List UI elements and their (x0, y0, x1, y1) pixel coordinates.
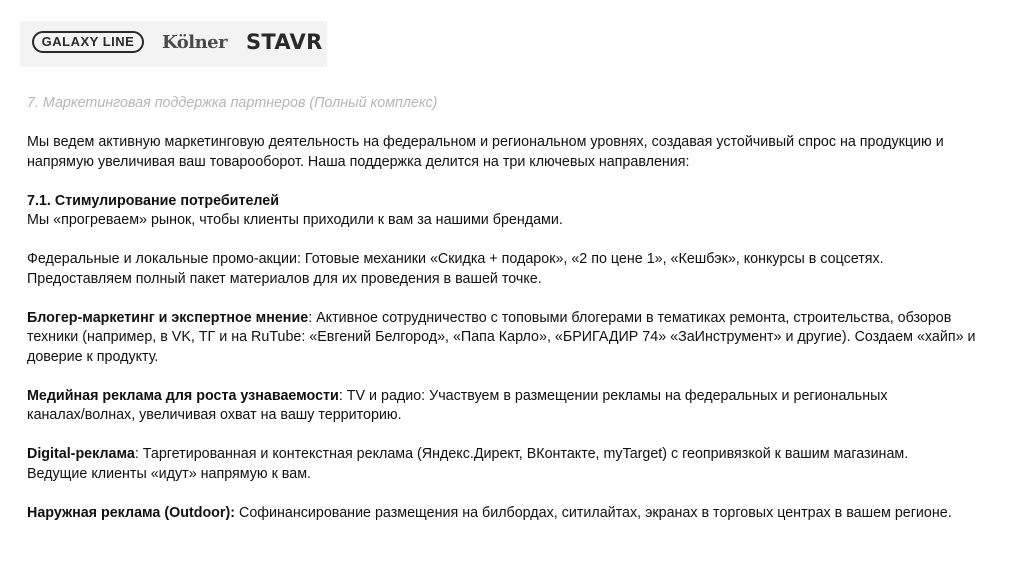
subsection-text: Мы «прогреваем» рынок, чтобы клиенты приходили к вам за нашими брендами. (27, 212, 563, 228)
spacer (27, 289, 987, 309)
subsection-title: 7.1. Стимулирование потребителей (27, 192, 280, 209)
spacer (27, 484, 987, 504)
outdoor-label: Наружная реклама (Outdoor): (27, 504, 236, 521)
digital-label: Digital-реклама (27, 446, 135, 462)
promo-line-1: Федеральные и локальные промо-акции: Готовые механики «Скидка + подарок», «2 по цене 1», «Кешбэк», конкурсы в соцсетях. (27, 251, 884, 267)
blogger-label: Блогер-маркетинг и экспертное мнение (27, 309, 309, 326)
spacer (27, 231, 987, 251)
spacer (27, 172, 987, 192)
blogger-text: : Активное сотрудничество с топовыми блогерами в тематиках ремонта, строительства, обзоров (308, 309, 952, 326)
blogger-paragraph (27, 309, 987, 329)
promo-line-2: Предоставляем полный пакет материалов для их проведения в вашей точке. (27, 270, 542, 287)
media-paragraph (27, 387, 987, 407)
digital-text: : Таргетированная и контекстная реклама (Яндекс.Директ, ВКонтакте, myTarget) с геопривязкой к вашим магазинам. (134, 446, 909, 462)
section-title: 7. Маркетинговая поддержка партнеров (Полный комплекс) (27, 95, 438, 111)
spacer (27, 114, 987, 134)
spacer (27, 367, 987, 387)
spacer (27, 426, 987, 446)
digital-paragraph (27, 445, 987, 465)
stavr-logo: STAVR (246, 30, 323, 54)
document-body (27, 94, 987, 523)
media-line-2: каналах/волнах, увеличивая охват на вашу территорию. (27, 407, 402, 423)
brand-logos-bar (20, 21, 327, 67)
outdoor-text: Софинансирование размещения на билбордах, ситилайтах, экранах в торговых центрах в вашем регионе. (235, 504, 952, 521)
blogger-line-3: доверие к продукту. (27, 348, 159, 365)
digital-line-2: Ведущие клиенты «идут» напрямую к вам. (27, 465, 311, 482)
intro-line-2: напрямую увеличивая ваш товарооборот. Наша поддержка делится на три ключевых направления: (27, 153, 690, 170)
media-label: Медийная реклама для роста узнаваемости (27, 387, 339, 404)
blogger-line-2: техники (например, в VK, ТГ и на RuTube: «Евгений Белгород», «Папа Карло», «БРИГАДИР 74» «ЗаИнструмент» и другие). Создаем «хайп» и (27, 329, 976, 345)
kolner-logo: Kölner (162, 32, 228, 53)
outdoor-paragraph (27, 504, 987, 524)
galaxy-line-logo: GALAXY LINE (32, 31, 144, 53)
intro-line-1: Мы ведем активную маркетинговую деятельность на федеральном и региональном уровнях, создавая устойчивый спрос на продукцию и (27, 134, 944, 150)
media-text: : TV и радио: Участвуем в размещении рекламы на федеральных и региональных (338, 387, 888, 404)
